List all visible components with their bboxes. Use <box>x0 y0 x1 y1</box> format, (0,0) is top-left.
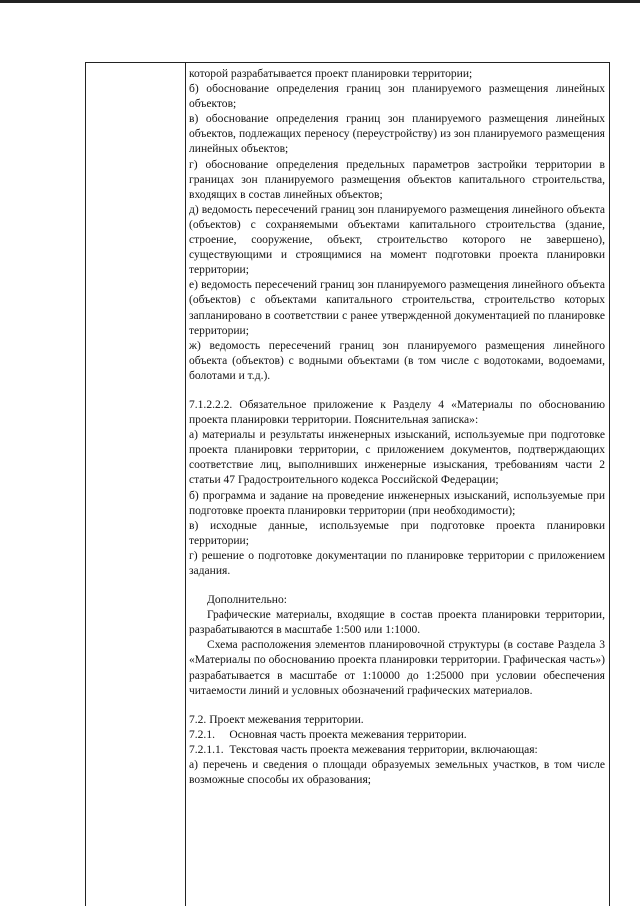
list-item-zh: ж) ведомость пересечений границ зон планируемого размещения линейного объекта (объектов) с водными объектами (в том числе с водотоками, водоемами, болотами и т.д.). <box>189 339 605 382</box>
page-top-rule <box>0 0 640 3</box>
list-item-d: д) ведомость пересечений границ зон планируемого размещения линейного объекта (объектов) с сохраняемыми объектами капитального строительства (здание, строение, сооружение, объект, строительство которого не завершено), существующими и строящимися на момент подготовки проекта планировки территории; <box>189 203 605 277</box>
table-right-cell <box>186 63 608 788</box>
appendix-item-b: б) программа и задание на проведение инженерных изысканий, используемые при подготовке проекта планировки территории (при необходимости); <box>189 489 605 517</box>
additional-heading: Дополнительно: <box>207 594 287 607</box>
requirements-table <box>85 62 610 906</box>
list-item-v: в) обоснование определения границ зон планируемого размещения линейных объектов, подлежащих переносу (переустройству) из зон планируемого размещения линейных объектов; <box>189 113 605 156</box>
list-item-b: б) обоснование определения границ зон планируемого размещения линейных объектов; <box>189 83 605 111</box>
section-heading-7-2-1-1: 7.2.1.1. Текстовая часть проекта межевания территории, включающая: <box>189 743 538 756</box>
appendix-item-v: в) исходные данные, используемые при подготовке проекта планировки территории; <box>189 519 605 547</box>
appendix-item-g: г) решение о подготовке документации по планировке территории с приложением задания. <box>189 549 605 577</box>
additional-paragraph: Графические материалы, входящие в состав проекта планировки территории, разрабатываются в масштабе 1:500 или 1:1000. <box>189 609 605 637</box>
section-heading-7-2-1: 7.2.1. Основная часть проекта межевания территории. <box>189 728 467 741</box>
list-item-e: е) ведомость пересечений границ зон планируемого размещения линейного объекта (объектов) с объектами капитального строительства, строительство которых запланировано в соответствии с ранее утвержденной документацией по планировке территории; <box>189 279 605 337</box>
appendix-item-a: а) материалы и результаты инженерных изысканий, используемые при подготовке проекта планировки территории, с приложением документов, подтверждающих соответствие лиц, выполнивших инженерные изыскания, требованиям части 2 статьи 47 Градостроительного кодекса Российской Федерации; <box>189 429 605 487</box>
section-heading-7-2: 7.2. Проект межевания территории. <box>189 713 364 726</box>
land-plots-item-a: а) перечень и сведения о площади образуемых земельных участков, в том числе возможные способы их образования; <box>189 759 605 787</box>
list-item-g: г) обоснование определения предельных параметров застройки территории в границах зон планируемого размещения объектов капитального строительства, входящих в состав линейных объектов; <box>189 158 605 201</box>
table-left-cell <box>86 63 186 906</box>
additional-paragraph: Схема расположения элементов планировочной структуры (в составе Раздела 3 «Материалы по обоснованию проекта планировки территории. Графическая часть») разрабатывается в масштабе от 1:10000 до 1:25000 при условии обеспечения читаемости линий и условных обозначений графических материалов. <box>189 639 605 697</box>
paragraph: которой разрабатывается проект планировки территории; <box>189 68 473 80</box>
section-heading-7-1-2-2-2: 7.1.2.2.2. Обязательное приложение к Разделу 4 «Материалы по обоснованию проекта планировки территории. Пояснительная записка»: <box>189 398 605 427</box>
